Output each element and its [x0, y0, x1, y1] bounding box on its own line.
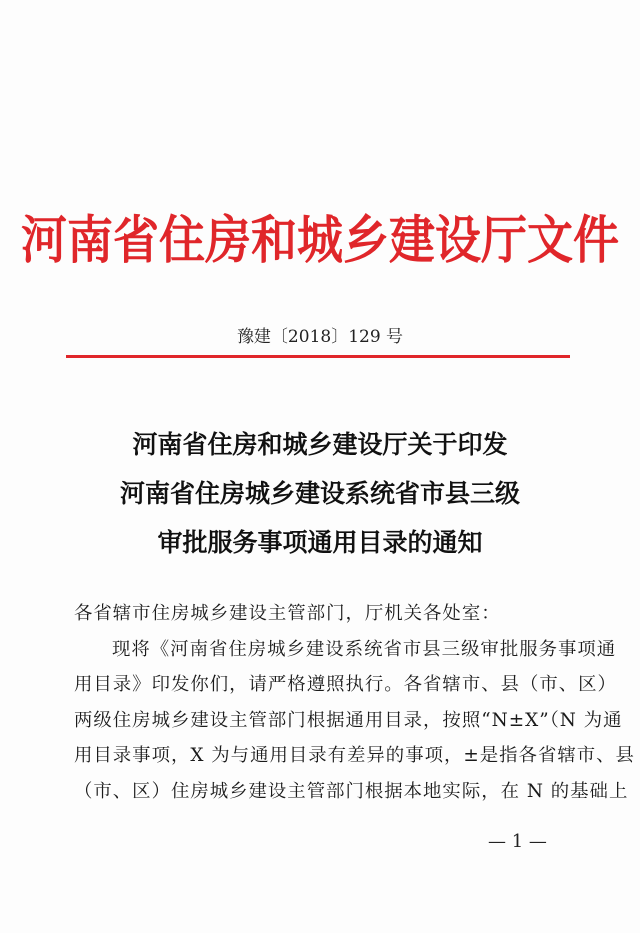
- notice-title-line: 河南省住房和城乡建设厅关于印发: [132, 430, 508, 459]
- page-number: — 1 —: [488, 831, 547, 852]
- red-divider-line: [66, 355, 570, 358]
- masthead-title: 河南省住房和城乡建设厅文件: [21, 210, 619, 271]
- body-line: 用目录》印发你们，请严格遵照执行。各省辖市、县（市、区）: [74, 674, 617, 695]
- body-line: 两级住房城乡建设主管部门根据通用目录，按照“N±X”（N 为通: [74, 709, 623, 731]
- notice-title: [0, 420, 640, 567]
- body-line: 用目录事项，X 为与通用目录有差异的事项，±是指各省辖市、县: [74, 745, 635, 766]
- salutation: 各省辖市住房城乡建设主管部门，厅机关各处室：: [74, 603, 501, 624]
- body-line: 现将《河南省住房城乡建设系统省市县三级审批服务事项通: [112, 638, 617, 660]
- body-text: [74, 596, 635, 809]
- notice-title-line: 审批服务事项通用目录的通知: [157, 528, 483, 557]
- notice-title-line: 河南省住房城乡建设系统省市县三级: [119, 479, 520, 508]
- body-line: （市、区）住房城乡建设主管部门根据本地实际，在 N 的基础上: [74, 780, 629, 802]
- document-number: 豫建〔2018〕129 号: [236, 327, 404, 347]
